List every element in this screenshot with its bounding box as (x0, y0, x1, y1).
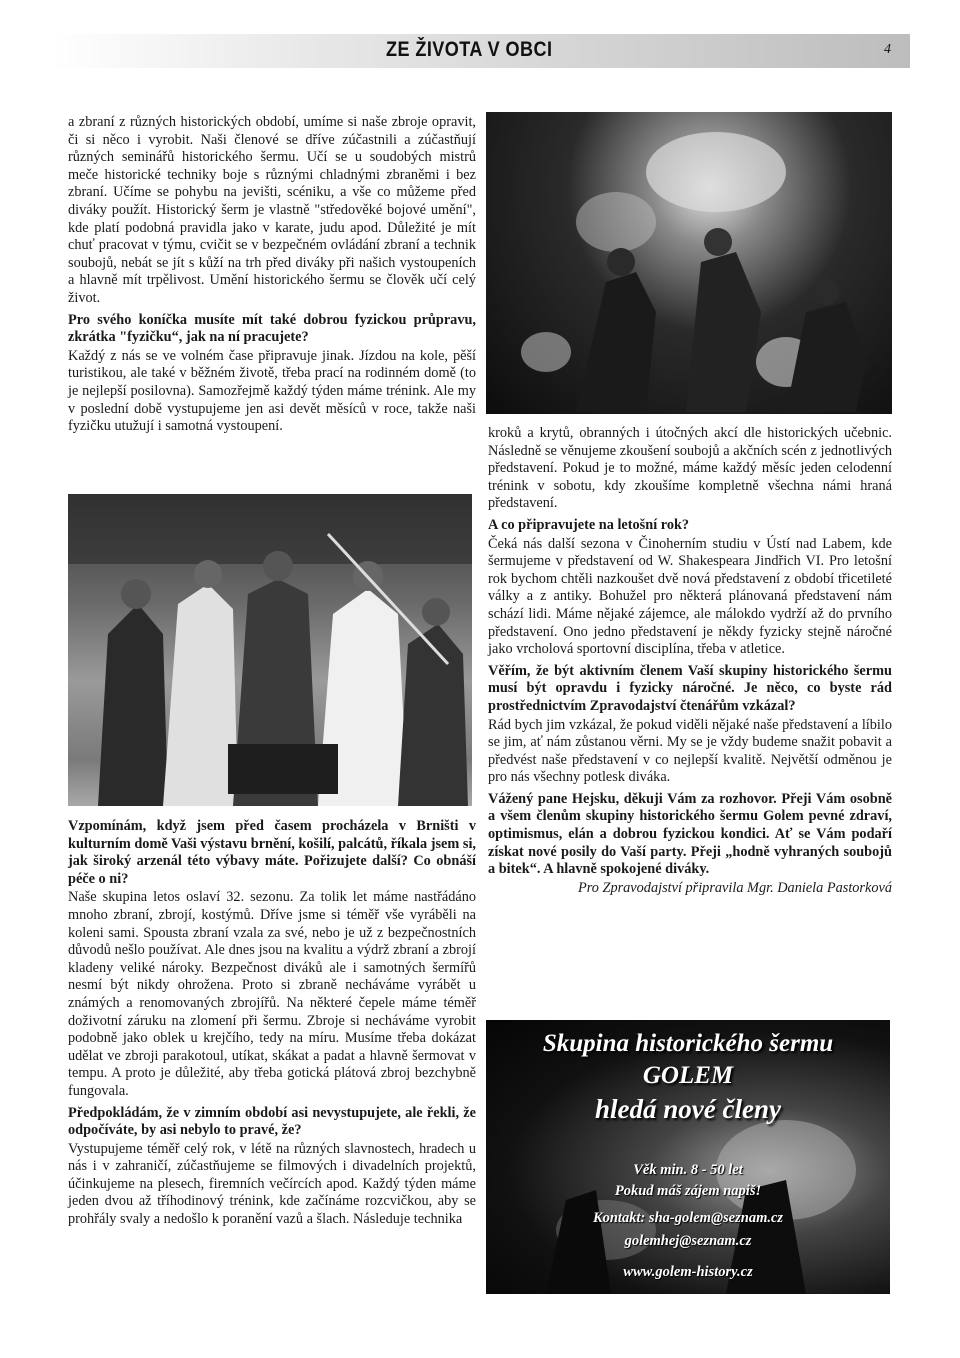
poster-group-name: GOLEM (642, 1062, 734, 1089)
interview-answer: Každý z nás se ve volném čase připravuje jinak. Jízdou na kole, pěší turistikou, ale také v běžném životě, třeba prací na rodinném domě (to je nejlepší posilovna). Samozřejmě každý týden máme trénink. Ale my v poslední době vystupujeme jen asi devět měsíců v roce, takže naši fyzičku utužují i samotná vystoupení. (68, 347, 476, 435)
interview-answer: Rád bych jim vzkázal, že pokud viděli nějaké naše představení a líbilo se jim, ať nám zůstanou věrni. My se je vždy budeme snažit pobavit a předvést naše představení v co nejlepší kvalitě. Největší odměnou je pro nás všechny potlesk diváka. (488, 716, 892, 786)
fire-performance-photo (486, 112, 892, 414)
right-column (488, 425, 892, 898)
interview-answer: Vystupujeme téměř celý rok, v létě na různých slavnostech, hradech u nás i v zahraničí, zúčastňujeme se filmových i divadelních projektů, účinkujeme na plesech, firemních večírcích apod. Každý týden máme jeden dvou až tříhodinový trénink, kde začínáme rozcvičkou, aby se prohřály svaly a nedošlo k poranění vazů a šlach. Následuje technika (68, 1140, 476, 1228)
interview-question: A co připravujete na letošní rok? (488, 516, 690, 533)
signature: Pro Zpravodajství připravila Mgr. Daniela Pastorková (578, 879, 892, 896)
interview-answer: kroků a krytů, obranných i útočných akcí dle historických učebnic. Následně se věnujeme zkoušení soubojů a akčních scén z jednotlivých představení. Pokud je to možné, máme každý měsíc jeden celodenní trénink v sobotu, kdy zkoušíme kompletně všechna námi hraná představení. (488, 425, 892, 512)
interview-answer: Čeká nás další sezona v Činoherním studiu v Ústí nad Labem, kde šermujeme v představení od W. Shakespeara Jindřich VI. Pro letošní rok bychom chtěli nazkoušet dvě nová představení z období třicetileté války a z antiky. Bohužel pro některá plánovaná představení nám schází lidi. Máme nějaké zájemce, ale málokdo vydrží až do prvního představení. Ono jedno představení je někdy fyzicky stejně náročné jako vrcholová sportovní disciplína, třeba v atletice. (488, 535, 892, 658)
left-column-top (68, 114, 476, 437)
paragraph: a zbraní z různých historických období, umíme si naše zbroje opravit, či si něco i vyrobit. Naši členové se dříve zúčastnili a zúčastňují různých seminářů historického šermu. Učí se u soudobých mistrů meče historické techniky boje s různými chladnými zbraněmi i bez zbraní. Učíme se pohybu na jevišti, scéniku, a vše co můžeme před diváky použít. Historický šerm je vlastně "středověké bojové umění", kde platí podobná pravidla jako v karate, judu apod. Důležité je mít chuť pracovat v týmu, cvičit se v bezpečném ovládání zbraní a technik soubojů, nebát se jít s kůží na trh před diváky při našich vystoupeních a hlavně mít trpělivost. Umění historického šermu se člověk učí celý život. (68, 114, 476, 306)
poster-interest: Pokud máš zájem napiš! (614, 1183, 762, 1199)
poster-age: Věk min. 8 - 50 let (633, 1162, 743, 1178)
poster-title: Skupina historického šermu (542, 1030, 834, 1057)
page-title: ZE ŽIVOTA V OBCI (386, 38, 553, 61)
interview-answer: Naše skupina letos oslaví 32. sezonu. Za tolik let máme nastřádáno mnoho zbraní, zbrojí, kostýmů. Dříve jsme si téměř vše vyráběli na koleni sami. Spousta zbraní vzala za své, nebo je už z bezpečnostních důvodů nešlo používat. Ale dnes jsou na kvalitu a výdrž zbraní a zbrojí kladeny veliké nároky. Bezpečnost diváků ale i samotných šermířů nesmí být nikdy ohrožena. Proto si zbraně necháváme vyrábět u známých a renomovaných zbrojířů. Na některé čepele máme téměř doživotní záruku na zlomení při šermu. Zbroje si necháváme vyrobit podobně jako oblek u krejčího, tedy na míru. Musíme třeba dokázat udělat ve zbroji parakotoul, utíkat, skákat a padat a hlavně šermovat v tempu. A proto je důležité, aby třeba gotická plátová zbroj bezchybně fungovala. (68, 889, 476, 1099)
left-column-bottom (68, 818, 476, 1230)
interview-question: Pro svého koníčka musíte mít také dobrou fyzickou průpravu, zkrátka "fyzičku“, jak na ní pracujete? (68, 311, 476, 346)
interview-question: Věřím, že být aktivním členem Vaší skupiny historického šermu musí být opravdu i fyzicky náročné. Je něco, co byste rád prostřednictvím Zpravodajství čtenářům vzkázal? (488, 662, 892, 714)
interview-question: Vzpomínám, když jsem před časem procházela v Brništi v kulturním domě Vaši výstavu brnění, košilí, palcátů, říkala jsem si, jak široký arzenál této výbavy máte. Pořizujete další? Co obnáší péče o ni? (68, 818, 476, 887)
page-number: 4 (884, 42, 891, 57)
poster-headline: hledá nové členy (595, 1094, 781, 1124)
closing-remark: Vážený pane Hejsku, děkuji Vám za rozhovor. Přeji Vám osobně a všem členům skupiny historického šermu Golem pevné zdraví, optimismus, elán a dobrou fyzickou kondici. Ať se Vám podaří získat nové posily do Vaší party. Přeji „hodně vyhraných soubojů a bitek“. A hlavně spokojené diváky. (488, 790, 892, 878)
fencers-group-photo (68, 494, 472, 806)
poster-website: www.golem-history.cz (623, 1264, 753, 1280)
poster-contact-email: Kontakt: sha-golem@seznam.cz (592, 1210, 784, 1226)
poster-email-secondary: golemhej@seznam.cz (624, 1233, 752, 1249)
interview-question: Předpokládám, že v zimním období asi nevystupujete, ale řekli, že odpočíváte, by asi nebylo to pravé, že? (68, 1104, 476, 1139)
